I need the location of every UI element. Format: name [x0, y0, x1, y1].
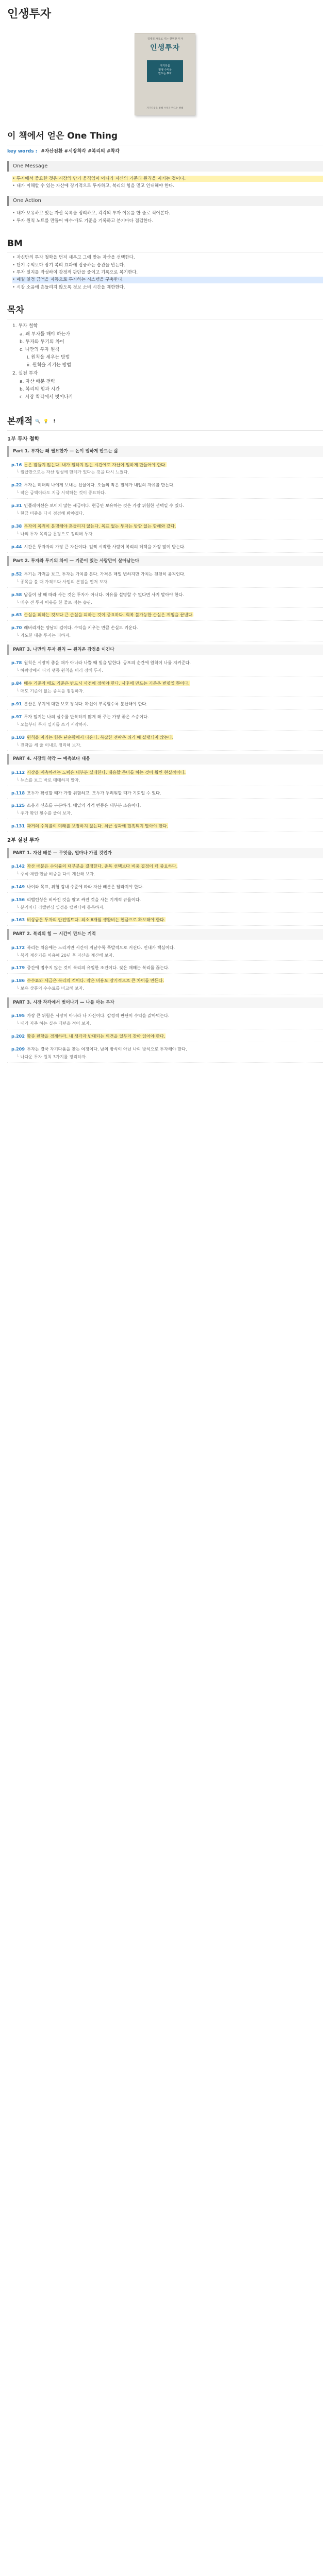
bm-item: • 투자 일지를 작성하여 감정적 판단을 줄이고 기록으로 복기한다.: [12, 269, 323, 276]
quote-card: [7, 501, 323, 519]
page-number: p.97: [11, 714, 22, 719]
parts-container-2: [0, 848, 330, 1063]
page-number: p.118: [11, 790, 25, 795]
part-label: PART 3. 나만의 투자 원칙 — 원칙은 감정을 이긴다: [7, 645, 323, 655]
quote-card: [7, 861, 323, 880]
keywords-value: #자산전환 #시장착각 #복리의 #착각: [41, 148, 120, 154]
quote-card: [7, 768, 323, 786]
quote-card: [7, 460, 323, 479]
quote-text: 투자의 목적이 분명해야 흔들리지 않는다. 목표 없는 투자는 방향 없는 항해와 같다.: [24, 523, 176, 529]
quote-text: 원칙은 시장이 좋을 때가 아니라 나쁠 때 빛을 발한다. 공포의 순간에 원칙이 나를 지켜준다.: [24, 660, 191, 666]
one-thing-section: [0, 127, 330, 227]
page-number: p.163: [11, 917, 25, 923]
quote-note: └ 주식·채권·현금 비중을 다시 계산해 보자.: [11, 871, 319, 877]
quote-card: [7, 1011, 323, 1029]
one-action-item: • 투자 원칙 노트를 만들어 매수·매도 기준을 기록하고 분기마다 점검한다.: [12, 218, 323, 224]
quote-text: 나이와 목표, 위험 감내 수준에 따라 자산 배분은 달라져야 한다.: [27, 884, 144, 889]
book-part-label: 1부 투자 철학: [7, 436, 40, 442]
quote-text: 투자 일지는 나의 실수를 반복하지 않게 해 주는 가장 좋은 스승이다.: [24, 714, 149, 719]
quote-text: 확증 편향을 경계하라. 내 생각과 반대되는 의견을 일부러 찾아 읽어야 한다.: [27, 1033, 166, 1039]
quote-card: [7, 915, 323, 926]
page-number: p.16: [11, 462, 22, 467]
page-number: p.156: [11, 896, 25, 902]
quote-note: └ 주가 확인 횟수를 줄여 보자.: [11, 810, 319, 817]
book-cover: [135, 33, 195, 115]
quote-card: [7, 976, 323, 994]
toc-item: c. 시장 착각에서 벗어나기: [20, 395, 73, 400]
quote-text: 비상금은 투자의 안전벨트다. 최소 6개월 생활비는 현금으로 확보해야 한다.: [27, 917, 166, 923]
one-message-item: • 투자에서 중요한 것은 시장의 단기 움직임이 아니라 자신의 기준과 원칙을 지키는 것이다.: [12, 176, 323, 182]
quote-card: [7, 542, 323, 553]
cover-box: [147, 60, 183, 82]
quote-card: [7, 590, 323, 608]
quote-card: [7, 963, 323, 974]
quote-note: └ 하락장에서 나의 행동 원칙을 미리 정해 두자.: [11, 668, 319, 674]
quote-note: └ 현금 비중을 다시 점검해 봐야겠다.: [11, 511, 319, 517]
page-number: p.112: [11, 769, 25, 775]
quote-text: 중간에 멈추지 않는 것이 복리의 유일한 조건이다. 잦은 매매는 복리를 끊는다.: [27, 965, 170, 971]
toc-item: b. 투자와 투기의 차이: [20, 339, 64, 345]
one-action-label: One Action: [7, 196, 323, 207]
toc-item: ii. 원칙을 지키는 방법: [27, 362, 71, 368]
page-number: p.84: [11, 681, 22, 686]
page-number: p.209: [11, 1046, 25, 1052]
toc-item: i. 원칙을 세우는 방법: [27, 354, 70, 360]
one-thing-heading: 이 책에서 얻은 One Thing: [7, 127, 323, 145]
page-number: p.38: [11, 523, 22, 529]
magnifier-icon: 🔍: [35, 419, 41, 424]
quote-card: [7, 895, 323, 913]
page-number: p.31: [11, 503, 22, 509]
part-label: Part 1. 투자는 왜 필요한가 — 돈이 일하게 만드는 삶: [7, 446, 323, 456]
quote-text: 투자는 미래의 나에게 보내는 선물이다. 오늘의 작은 절제가 내일의 자유를 만든다.: [24, 482, 175, 488]
page-number: p.186: [11, 978, 25, 984]
quote-note: └ 과도한 대출 투자는 피하자.: [11, 633, 319, 639]
quote-card: [7, 569, 323, 588]
parts-container-1: [0, 446, 330, 832]
page-number: p.44: [11, 544, 22, 549]
quote-note: └ 월급만으로는 자산 형성에 한계가 있다는 것을 다시 느꼈다.: [11, 469, 319, 476]
quote-text: 시간은 투자자의 가장 큰 자산이다. 일찍 시작한 사람이 복리의 혜택을 가장 많이 받는다.: [24, 544, 186, 549]
quote-text: 모두가 확신할 때가 가장 위험하고, 모두가 두려워할 때가 기회일 수 있다.: [27, 790, 161, 795]
one-message-list: [0, 174, 330, 193]
body-heading-text: 본깨적: [7, 416, 33, 427]
one-action-item: • 내가 보유하고 있는 자산 목록을 정리하고, 각각의 투자 이유를 한 줄로 적어본다.: [12, 210, 323, 216]
toc-item: c. 나만의 투자 원칙: [20, 347, 60, 352]
page-number: p.103: [11, 734, 25, 740]
page-number: p.70: [11, 625, 22, 631]
cover-title: 인생투자: [150, 44, 180, 53]
part-label: PART 3. 시장 착각에서 벗어나기 — 나를 아는 투자: [7, 997, 323, 1008]
quote-card: [7, 943, 323, 961]
quote-text: 복리는 처음에는 느리지만 시간이 지날수록 폭발적으로 커진다. 인내가 핵심이다.: [27, 944, 175, 950]
toc-item: 2. 실전 투자: [12, 370, 38, 376]
bm-section: [0, 234, 330, 294]
quote-card: [7, 679, 323, 697]
page-number: p.131: [11, 823, 25, 829]
page-number: p.149: [11, 884, 25, 889]
page-number: p.202: [11, 1033, 25, 1039]
quote-card: [7, 882, 323, 893]
quote-text: 자산 배분은 수익률의 대부분을 결정한다. 종목 선택보다 비중 결정이 더 중요하다.: [27, 863, 178, 869]
document-page: [0, 0, 330, 1080]
quote-note: └ 뉴스를 보고 바로 매매하지 말자.: [11, 777, 319, 784]
quote-text: 남들이 살 때 따라 사는 것은 투자가 아니다. 이유를 설명할 수 없다면 사지 말아야 한다.: [24, 591, 184, 597]
quote-text: 투자는 결국 자기다움을 찾는 여정이다. 남의 방식이 아닌 나의 방식으로 투자해야 한다.: [27, 1046, 187, 1052]
book-cover-wrap: [0, 28, 330, 127]
toc-heading: 목차: [7, 301, 323, 319]
quote-note: └ 나의 투자 목적을 문장으로 정리해 두자.: [11, 531, 319, 537]
part-label: PART 1. 자산 배분 — 무엇을, 얼마나 가질 것인가: [7, 848, 323, 858]
quote-text: 인플레이션은 보이지 않는 세금이다. 현금만 보유하는 것은 가장 위험한 선택일 수 있다.: [24, 503, 185, 509]
page-number: p.142: [11, 863, 25, 869]
toc-item: b. 복리의 힘과 시간: [20, 387, 60, 393]
one-message-label: One Message: [7, 161, 323, 172]
keywords-line: [0, 145, 330, 158]
bulb-icon: 💡: [43, 419, 49, 424]
toc-item: a. 왜 투자를 해야 하는가: [20, 331, 71, 337]
page-number: p.52: [11, 571, 22, 577]
quote-text: 가장 큰 위험은 시장이 아니라 나 자신이다. 감정적 판단이 수익을 갉아먹는다.: [27, 1013, 170, 1019]
bm-item: • 단기 수익보다 장기 복리 효과에 집중하는 습관을 만든다.: [12, 262, 323, 268]
quote-card: [7, 1044, 323, 1063]
quote-card: [7, 521, 323, 540]
quote-text: 수수료와 세금은 복리의 적이다. 작은 비용도 장기적으로 큰 차이를 만든다.: [27, 978, 164, 984]
one-action-list: [0, 208, 330, 227]
quote-text: 손실을 피하는 것보다 큰 손실을 피하는 것이 중요하다. 회복 불가능한 손실은 게임을 끝낸다.: [24, 612, 194, 618]
page-number: p.91: [11, 701, 22, 707]
quote-card: [7, 699, 323, 710]
one-message-item: • 내가 이해할 수 있는 자산에 장기적으로 투자하고, 복리의 힘을 믿고 인내해야 한다.: [12, 183, 323, 189]
keywords-label: key words :: [7, 148, 38, 154]
part-label: PART 2. 복리의 힘 — 시간이 만드는 기적: [7, 929, 323, 939]
quote-text: 레버리지는 양날의 검이다. 수익을 키우는 만큼 손실도 키운다.: [24, 625, 138, 631]
bm-item: • 시장 소음에 흔들리지 않도록 정보 소비 시간을 제한한다.: [12, 284, 323, 291]
toc-item: a. 자산 배분 전략: [20, 379, 56, 384]
part-label: Part 2. 투자와 투기의 차이 — 기준이 있는 사람만이 살아남는다: [7, 556, 323, 566]
page-number: p.125: [11, 803, 25, 808]
quote-text: 소음과 신호를 구분하라. 매일의 가격 변동은 대부분 소음이다.: [27, 803, 141, 808]
cover-footer: 자기다움을 통해 수익을 만드는 방법: [146, 107, 184, 110]
body-section: [0, 412, 330, 1063]
page-number: p.22: [11, 482, 22, 488]
toc-section: [0, 301, 330, 405]
exclamation-icon: !: [53, 419, 56, 424]
quote-note: └ 분기마다 리밸런싱 일정을 캘린더에 등록하자.: [11, 905, 319, 911]
quote-card: [7, 712, 323, 731]
page-number: p.195: [11, 1013, 25, 1019]
page-number: p.58: [11, 591, 22, 597]
quote-note: └ 보유 상품의 수수료를 비교해 보자.: [11, 986, 319, 992]
bm-item: • 자신만의 투자 철학을 먼저 세우고 그에 맞는 자산을 선택한다.: [12, 255, 323, 261]
bm-item: • 매월 일정 금액을 자동으로 투자하는 시스템을 구축한다.: [12, 277, 323, 283]
quote-card: [7, 1031, 323, 1042]
page-number: p.179: [11, 965, 25, 971]
bm-heading: BM: [7, 234, 323, 253]
quote-note: └ 종목을 볼 때 가격보다 사업의 본질을 먼저 보자.: [11, 579, 319, 585]
quote-card: [7, 658, 323, 676]
part-label: PART 4. 시장의 착각 — 예측보다 대응: [7, 754, 323, 764]
quote-card: [7, 801, 323, 819]
quote-note: └ 복리 계산기를 이용해 20년 후 자산을 계산해 보자.: [11, 953, 319, 959]
quote-card: [7, 480, 323, 499]
quote-note: └ 전략을 세 줄 이내로 정리해 보자.: [11, 742, 319, 749]
quote-text: 분산은 무지에 대한 보호 장치다. 확신이 부족할수록 분산해야 한다.: [24, 701, 147, 707]
quote-note: └ 나다운 투자 원칙 3가지를 정리하자.: [11, 1054, 319, 1060]
quote-card: [7, 821, 323, 832]
quote-note: └ 매도 기준이 없는 종목을 점검하자.: [11, 688, 319, 694]
quote-card: [7, 733, 323, 751]
book-part-label: 2부 실전 투자: [7, 838, 40, 844]
toc-list: [0, 319, 330, 405]
quote-card: [7, 788, 323, 799]
page-number: p.63: [11, 612, 22, 618]
quote-text: 투기는 가격을 보고, 투자는 가치를 본다. 가격은 매일 변하지만 가치는 천천히 움직인다.: [24, 571, 186, 577]
quote-text: 원칙을 지키는 힘은 단순함에서 나온다. 복잡한 전략은 위기 때 실행되지 않는다.: [27, 734, 174, 740]
bm-list: [0, 252, 330, 294]
cover-box-text: 자기다움 평생 수익을 만드는 투자: [158, 64, 172, 76]
quote-note: └ 작은 금액이라도 지금 시작하는 것이 중요하다.: [11, 490, 319, 496]
body-heading: [7, 412, 323, 431]
quote-note: └ 오늘부터 투자 일지를 쓰기 시작하자.: [11, 722, 319, 728]
quote-note: └ 내가 자주 하는 실수 패턴을 적어 보자.: [11, 1021, 319, 1027]
page-title: 인생투자: [7, 8, 52, 21]
cover-subtitle: 경제적 자유로 가는 현명한 투자: [147, 37, 183, 41]
quote-text: 돈은 잠들지 않는다. 내가 일하지 않는 시간에도 자산이 일하게 만들어야 한다.: [24, 462, 167, 467]
quote-card: [7, 623, 323, 641]
toc-item: 1. 투자 철학: [12, 323, 38, 329]
quote-text: 매수 기준과 매도 기준은 반드시 사전에 정해야 한다. 사후에 만드는 기준은 변명일 뿐이다.: [24, 681, 190, 686]
quote-text: 과거의 수익률이 미래를 보장하지 않는다. 최근 성과에 현혹되지 말아야 한다.: [27, 823, 168, 829]
page-number: p.78: [11, 660, 22, 666]
page-number: p.172: [11, 944, 25, 950]
quote-text: 리밸런싱은 비싸진 것을 팔고 싸진 것을 사는 기계적 규율이다.: [27, 896, 141, 902]
quote-text: 시장을 예측하려는 노력은 대부분 실패한다. 대응할 준비를 하는 것이 훨씬 현실적이다.: [27, 769, 186, 775]
quote-note: └ 매수 전 투자 이유를 한 줄로 적는 습관.: [11, 600, 319, 606]
quote-card: [7, 610, 323, 621]
